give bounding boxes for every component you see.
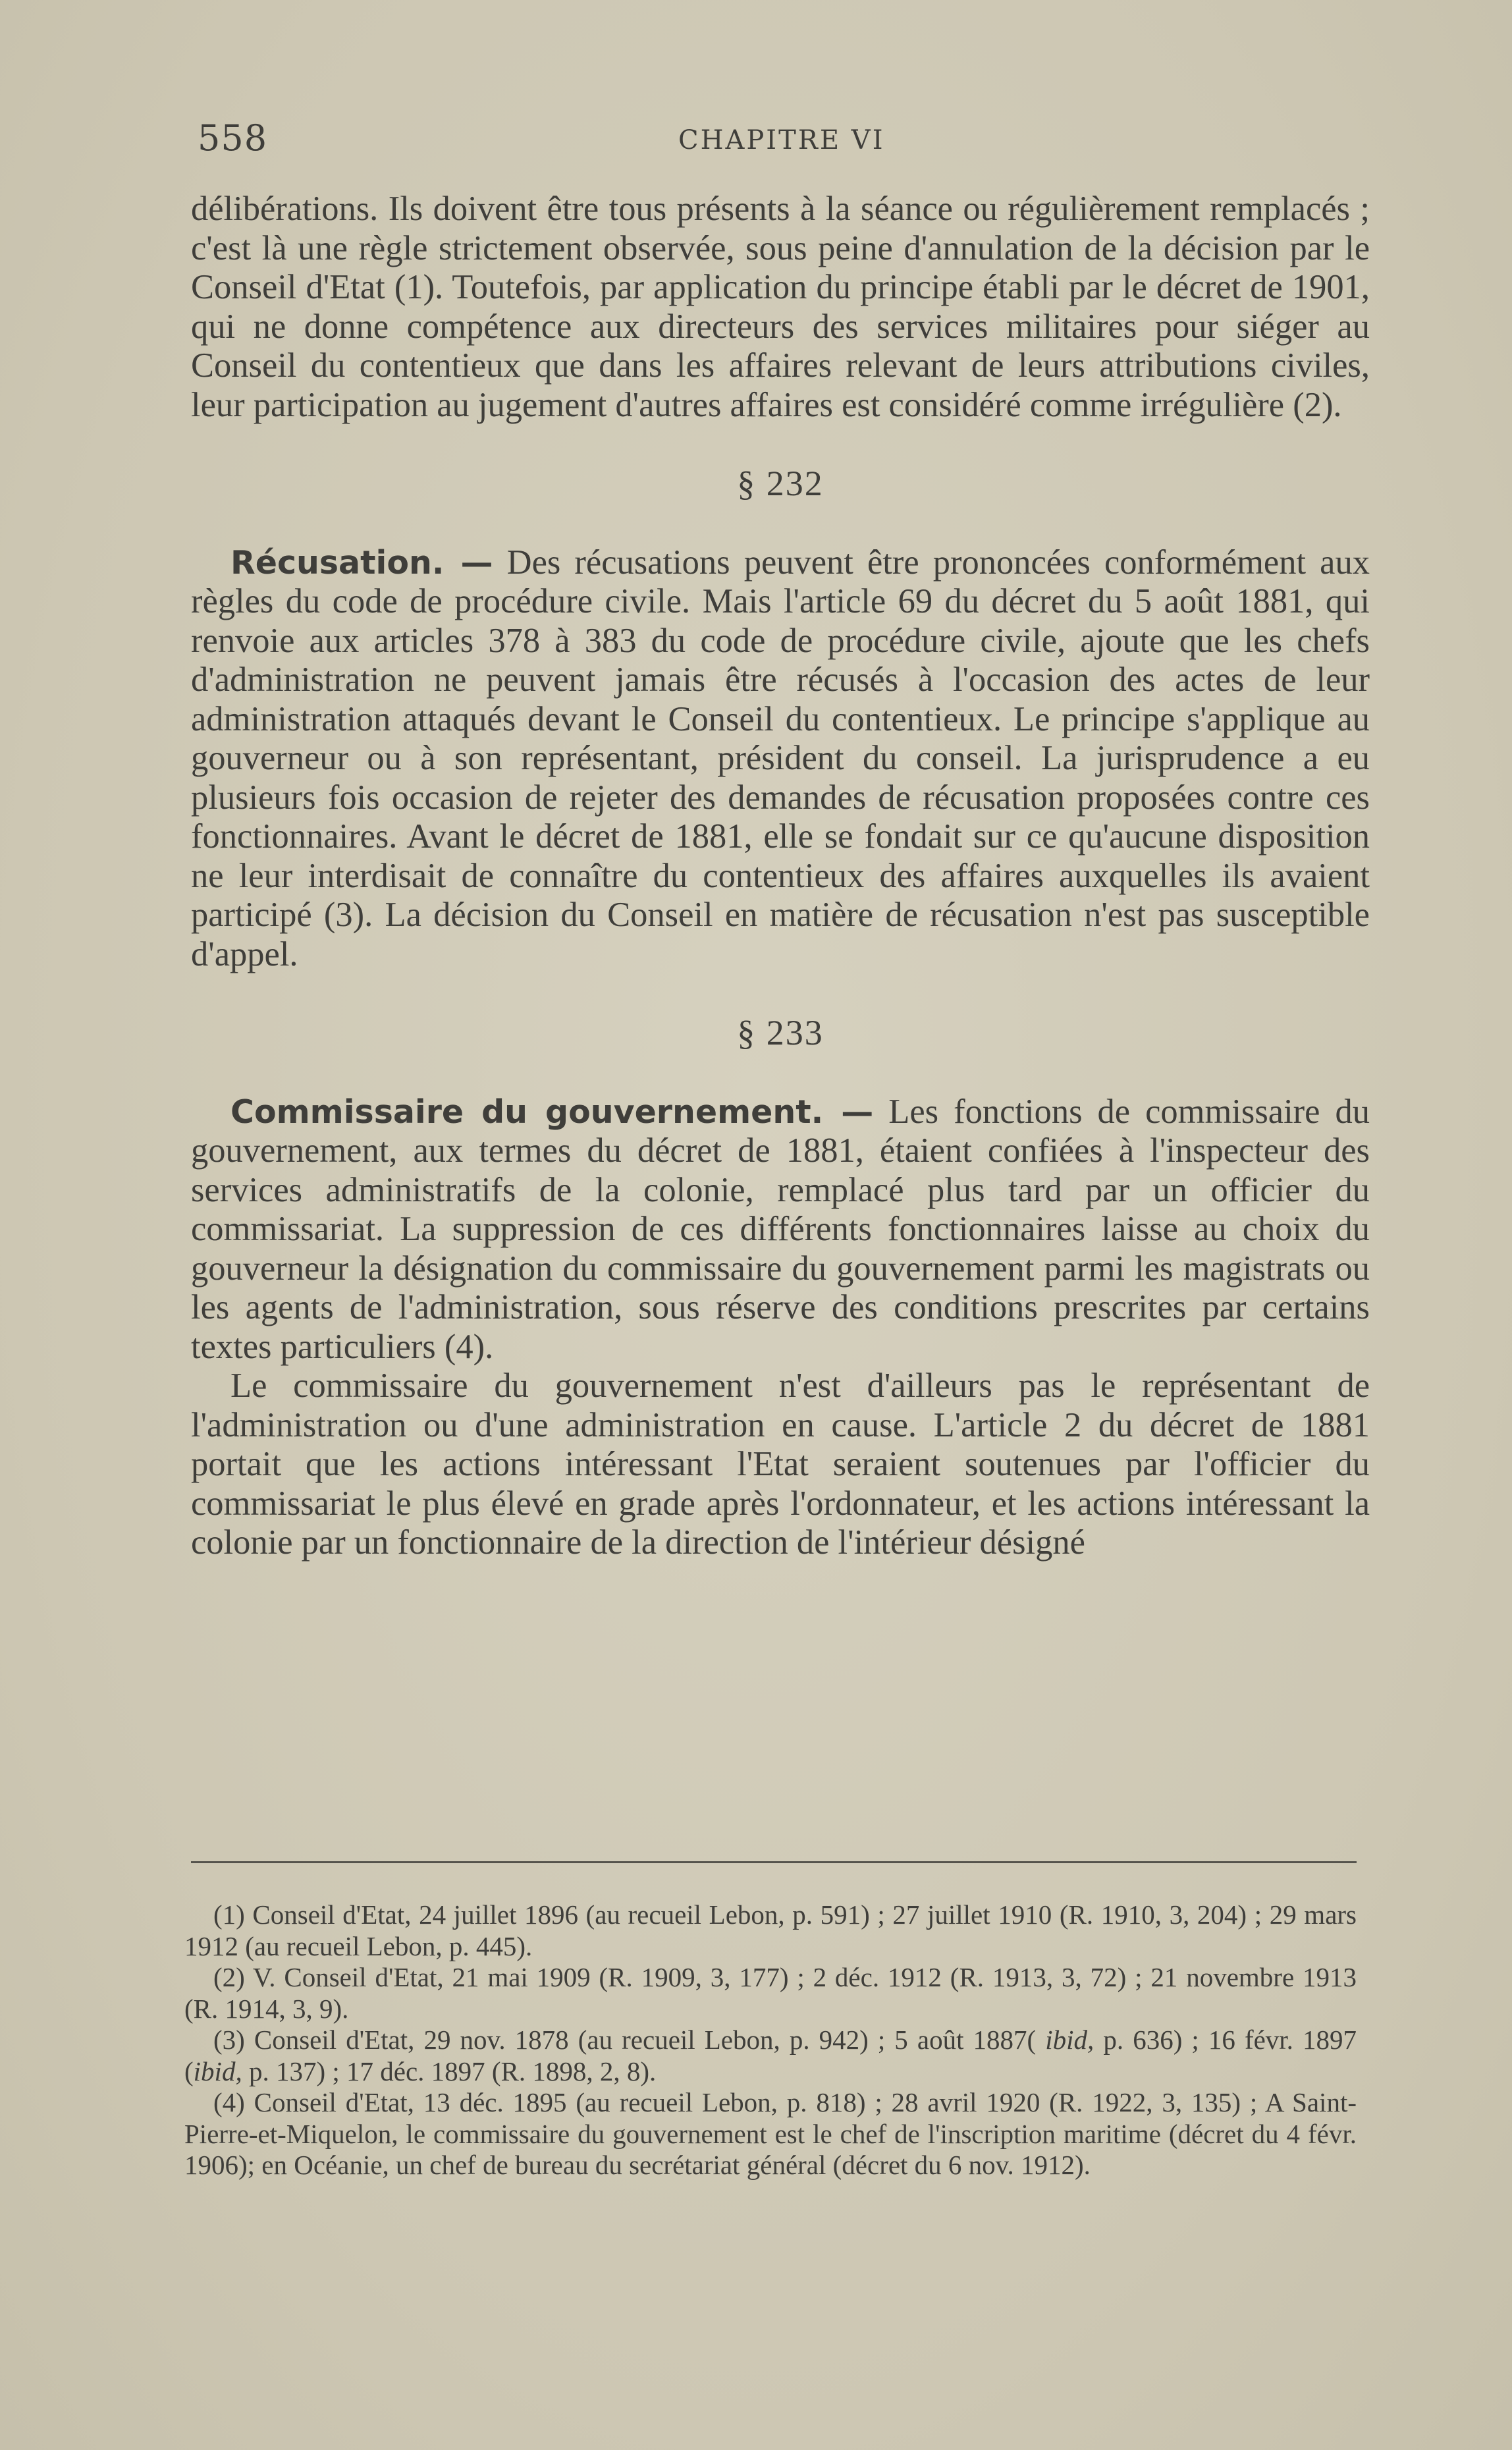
footnote-1: (1) Conseil d'Etat, 24 juillet 1896 (au recueil Lebon, p. 591) ; 27 juillet 1910 (R. 1910, 3, 204) ; 29 mars 1912 (au recueil Lebon, p. 445). — [184, 1899, 1357, 1961]
running-head: CHAPITRE VI — [678, 125, 885, 155]
section-233-paragraph-2: Le commissaire du gouvernement n'est d'ailleurs pas le représentant de l'administration ou d'une administration en cause. L'article 2 du décret de 1881 portait que les actions intéressant l'Etat seraient soutenues par l'officier du commissariat le plus élevé en grade après l'ordonnateur, et les actions intéressant la colonie par un fonctionnaire de la direction de l'intérieur désigné — [191, 1367, 1370, 1562]
section-232-paragraph — [191, 543, 1370, 975]
section-number-233: § 233 — [737, 1013, 824, 1052]
section-number-232: § 232 — [737, 464, 824, 503]
footnote-3-part-a: (3) Conseil d'Etat, 29 nov. 1878 (au recueil Lebon, p. 942) ; 5 août 1887( — [213, 2025, 1046, 2055]
footnote-3-ibid-1: ibid, — [1045, 2025, 1094, 2055]
section-heading-recusation: Récusation. — — [230, 543, 493, 582]
section-233-text: Les fonctions de commissaire du gouvernement, aux termes du décret de 1881, étaient confiées à l'inspecteur des services administratifs de la colonie, remplacé plus tard par un officier du commissariat. La suppression de ces différents fonctionnaires laisse au choix du gouverneur la désignation du commissaire du gouvernement parmi les magistrats ou les agents de l'administration, sous réserve des conditions prescrites par certains textes particuliers (4). — [191, 1092, 1370, 1366]
page-header — [198, 117, 1370, 163]
body-text — [191, 190, 1370, 1563]
footnote-4: (4) Conseil d'Etat, 13 déc. 1895 (au recueil Lebon, p. 818) ; 28 avril 1920 (R. 1922, 3, 135) ; A Saint-Pierre-et-Miquelon, le commissaire du gouvernement est le chef de l'inscription maritime (décret du 4 févr. 1906); en Océanie, un chef de bureau du secrétariat général (décret du 6 nov. 1912). — [184, 2087, 1357, 2180]
footnote-3-ibid-2: ibid, — [193, 2055, 242, 2086]
section-heading-commissaire: Commissaire du gouvernement. — — [230, 1093, 874, 1131]
footnotes — [184, 1899, 1357, 2181]
footnote-3 — [184, 2025, 1357, 2087]
section-232-text: Des récusations peuvent être prononcées conformément aux règles du code de procédure civile. Mais l'article 69 du décret du 5 août 1881, qui renvoie aux articles 378 à 383 du code de procédure civile, ajoute que les chefs d'administration ne peuvent jamais être récusés à l'occasion des actes de leur administration attaqués devant le Conseil du contentieux. Le principe s'applique au gouverneur ou à son représentant, président du conseil. La jurisprudence a eu plusieurs fois occasion de rejeter des demandes de récusation proposées contre ces fonctionnaires. Avant le décret de 1881, elle se fondait sur ce qu'aucune disposition ne leur interdisait de connaître du contentieux des affaires auxquelles ils avaient participé (3). La décision du Conseil en matière de récusation n'est pas susceptible d'appel. — [191, 543, 1370, 973]
footnote-3-part-c: p. 137) ; 17 déc. 1897 (R. 1898, 2, 8). — [242, 2055, 657, 2086]
footnote-2: (2) V. Conseil d'Etat, 21 mai 1909 (R. 1909, 3, 177) ; 2 déc. 1912 (R. 1913, 3, 72) ; 21 novembre 1913 (R. 1914, 3, 9). — [184, 1962, 1357, 2024]
footnote-rule — [191, 1861, 1357, 1863]
section-233-paragraph — [191, 1093, 1370, 1367]
footnote-3-part-b: p. 636) ; 16 févr. 1897 ( — [184, 2025, 1357, 2086]
paragraph: délibérations. Ils doivent être tous présents à la séance ou régulièrement remplacés ; c'est là une règle strictement observée, sous peine d'annulation de la décision par le Conseil d'Etat (1). Toutefois, par application du principe établi par le décret de 1901, qui ne donne compétence aux directeurs des services militaires pour siéger au Conseil du contentieux que dans les affaires relevant de leurs attributions civiles, leur participation au jugement d'autres affaires est considéré comme irrégulière (2). — [191, 190, 1370, 424]
page-number: 558 — [198, 117, 268, 159]
